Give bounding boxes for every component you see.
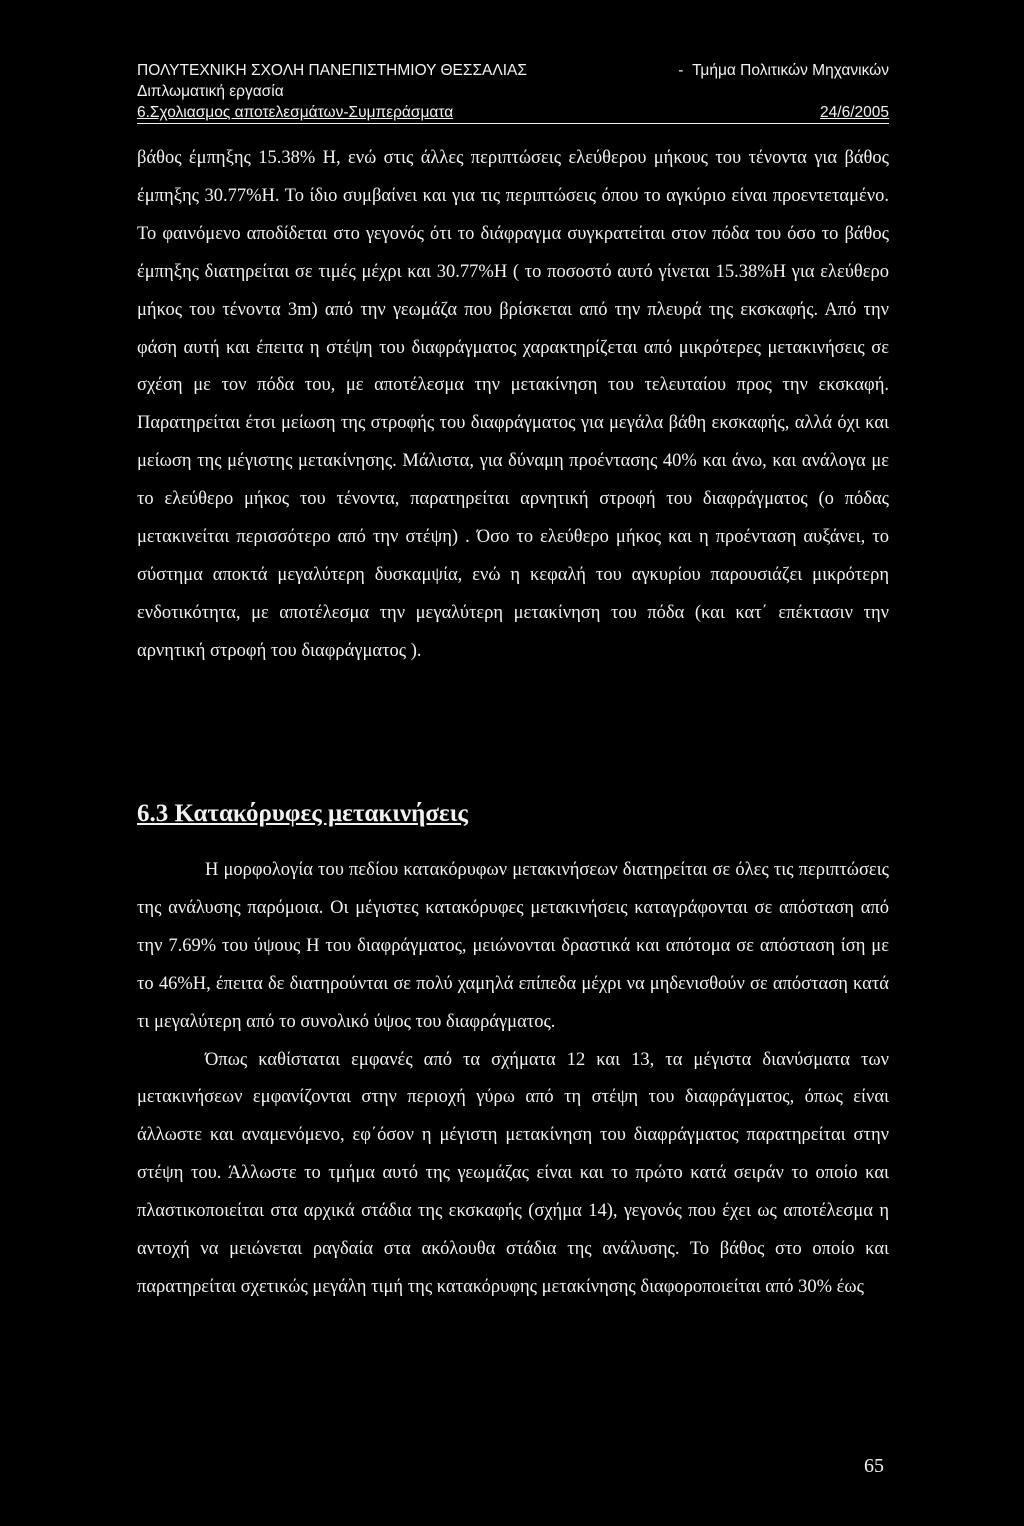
document-date: 24/6/2005 (820, 104, 889, 121)
section-body-text (137, 852, 889, 1307)
document-type: Διπλωματική εργασία (137, 83, 284, 100)
institution-name: ΠΟΛΥΤΕΧΝΙΚΗ ΣΧΟΛΗ ΠΑΝΕΠΙΣΤΗΜΙΟΥ ΘΕΣΣΑΛΙΑΣ (137, 62, 527, 79)
section-paragraph-2: Όπως καθίσταται εμφανές από τα σχήματα 12 και 13, τα μέγιστα διανύσματα των μετακινήσεων εμφανίζονται στην περιοχή γύρω από τη στέψη του διαφράγματος, όπως είναι άλλωστε και αναμενόμενο, εφ΄όσον η μέγιστη μετακίνηση του διαφράγματος παρατηρείται στην στέψη του. Άλλωστε το τμήμα αυτό της γεωμάζας είναι και το πρώτο κατά σειράν το οποίο και πλαστικοποιείται στα αρχικά στάδια της εκσκαφής (σχήμα 14), γεγονός που έχει ως αποτέλεσμα η αντοχή να μειώνεται ραγδαία στα ακόλουθα στάδια της ανάλυσης. Το βάθος στο οποίο και παρατηρείται σχετικώς μεγάλη τιμή της κατακόρυφης μετακίνησης διαφοροποιείται από 30% έως (137, 1049, 889, 1297)
department-name: Τμήμα Πολιτικών Μηχανικών (692, 62, 889, 79)
section-title: 6.Σχολιασμος αποτελεσμάτων-Συμπεράσματα (137, 104, 454, 121)
page-header (137, 60, 889, 124)
section-heading: 6.3 Κατακόρυφες μετακινήσεις (137, 800, 468, 827)
header-row-middle (137, 81, 889, 102)
page-number: 65 (864, 1455, 884, 1477)
body-text (137, 140, 889, 671)
body-paragraph: βάθος έμπηξης 15.38% Η, ενώ στις άλλες περιπτώσεις ελεύθερου μήκους του τένοντα για βάθος έμπηξης 30.77%Η. Το ίδιο συμβαίνει και για τις περιπτώσεις όπου το αγκύριο είναι προεντεταμένο. Το φαινόμενο αποδίδεται στο γεγονός ότι το διάφραγμα συγκρατείται στον πόδα του όσο το βάθος έμπηξης διατηρείται σε τιμές μέχρι και 30.77%Η ( το ποσοστό αυτό γίνεται 15.38%Η για ελεύθερο μήκος του τένοντα 3m) από την γεωμάζα που βρίσκεται από την πλευρά της εκσκαφής. Από την φάση αυτή και έπειτα η στέψη του διαφράγματος χαρακτηρίζεται από μικρότερες μετακινήσεις σε σχέση με τον πόδα του, με αποτέλεσμα την μετακίνηση του τελευταίου προς την εκσκαφή. Παρατηρείται έτσι μείωση της στροφής του διαφράγματος για μεγάλα βάθη εκσκαφής, αλλά όχι και μείωση της μέγιστης μετακίνησης. Μάλιστα, για δύναμη προέντασης 40% και άνω, και ανάλογα με το ελεύθερο μήκος του τένοντα, παρατηρείται αρνητική στροφή του διαφράγματος (ο πόδας μετακινείται περισσότερο από την στέψη) . Όσο το ελεύθερο μήκος και η προένταση αυξάνει, το σύστημα αποκτά μεγαλύτερη δυσκαμψία, ενώ η κεφαλή του αγκυρίου παρουσιάζει μικρότερη ενδοτικότητα, με αποτέλεσμα την μεγαλύτερη μετακίνηση του πόδα (και κατ΄ επέκτασιν την αρνητική στροφή του διαφράγματος ). (137, 148, 889, 661)
header-department-group (678, 60, 889, 81)
section-paragraph-1: Η μορφολογία του πεδίου κατακόρυφων μετακινήσεων διατηρείται σε όλες τις περιπτώσεις της ανάλυσης παρόμοια. Οι μέγιστες κατακόρυφες μετακινήσεις καταγράφονται σε απόσταση από την 7.69% του ύψους Η του διαφράγματος, μειώνονται δραστικά και απότομα σε απόσταση ίση με το 46%Η, έπειτα δε διατηρούνται σε πολύ χαμηλά επίπεδα μέχρι να μηδενισθούν σε απόσταση κατά τι μεγαλύτερη από το συνολικό ύψος του διαφράγματος. (137, 860, 889, 1032)
header-row-bottom (137, 102, 889, 124)
header-separator: - (678, 62, 684, 79)
header-row-top (137, 60, 889, 81)
